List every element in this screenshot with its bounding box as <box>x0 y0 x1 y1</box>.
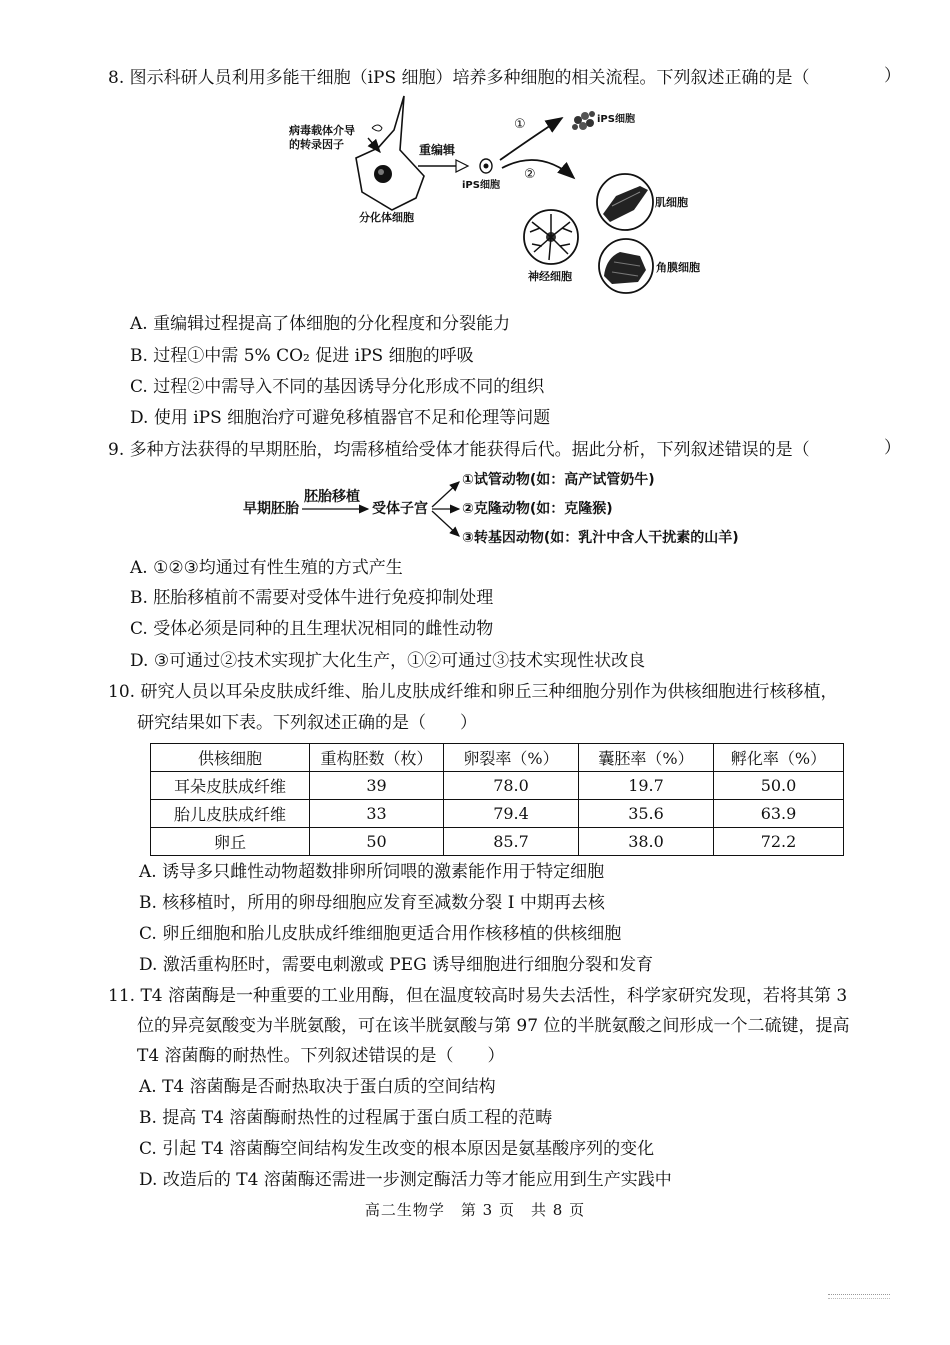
q11-option-a: A. T4 溶菌酶是否耐热取决于蛋白质的空间结构 <box>139 1077 496 1097</box>
table-header-cell: 孵化率（%） <box>714 744 844 772</box>
table-cell: 50 <box>310 828 444 856</box>
differentiated-cell-label: 分化体细胞 <box>359 211 414 224</box>
q10-option-b: B. 核移植时，所用的卵母细胞应发育至减数分裂 I 中期再去核 <box>139 893 605 913</box>
q11-option-b: B. 提高 T4 溶菌酶耐热性的过程属于蛋白质工程的范畴 <box>139 1108 553 1128</box>
q10-stem-line2: 研究结果如下表。下列叙述正确的是（ ） <box>137 713 477 733</box>
q9-stem: 9. 多种方法获得的早期胚胎，均需移植给受体才能获得后代。据此分析，下列叙述错误的是（ <box>108 440 810 460</box>
q9-option-d: D. ③可通过②技术实现扩大化生产，①②可通过③技术实现性状改良 <box>130 651 646 671</box>
muscle-cell-label: 肌细胞 <box>655 196 688 209</box>
branch-arrow-3 <box>432 511 459 536</box>
q8-option-a: A. 重编辑过程提高了体细胞的分化程度和分裂能力 <box>130 314 511 334</box>
table-header-cell: 囊胚率（%） <box>579 744 714 772</box>
q8-stem: 8. 图示科研人员利用多能干细胞（iPS 细胞）培养多种细胞的相关流程。下列叙述正确的是（ <box>108 68 810 88</box>
q9-option-c: C. 受体必须是同种的且生理状况相同的雌性动物 <box>130 619 494 639</box>
q10-option-a: A. 诱导多只雌性动物超数排卵所饲喂的激素能作用于特定细胞 <box>139 862 605 882</box>
q11-stem-line1: 11. T4 溶菌酶是一种重要的工业用酶，但在温度较高时易失去活性，科学家研究发现，若将其第 3 <box>108 986 848 1006</box>
branch-arrow-1 <box>432 482 459 507</box>
table-cell: 卵丘 <box>151 828 310 856</box>
table-row <box>151 828 844 856</box>
q9-option-b: B. 胚胎移植前不需要对受体牛进行免疫抑制处理 <box>130 588 494 608</box>
table-cell: 50.0 <box>714 772 844 800</box>
nerve-cell-label: 神经细胞 <box>528 270 572 283</box>
table-cell: 38.0 <box>579 828 714 856</box>
ips-cluster-label: iPS细胞 <box>597 114 635 125</box>
q8-option-d: D. 使用 iPS 细胞治疗可避免移植器官不足和伦理等问题 <box>130 408 551 428</box>
q10-results-table <box>150 743 844 856</box>
q8-paren-close: ） <box>884 66 901 86</box>
page-footer: 高二生物学 第 3 页 共 8 页 <box>364 1201 586 1219</box>
table-cell: 78.0 <box>444 772 579 800</box>
step1-label: ① <box>514 117 526 132</box>
embryo-transfer-label: 胚胎移植 <box>304 489 360 505</box>
reprogram-label: 重编辑 <box>419 143 456 157</box>
table-cell: 33 <box>310 800 444 828</box>
table-header-cell: 卵裂率（%） <box>444 744 579 772</box>
table-cell: 79.4 <box>444 800 579 828</box>
step2-label: ② <box>524 167 536 182</box>
table-cell: 72.2 <box>714 828 844 856</box>
virus-vector-label-2: 的转录因子 <box>289 138 344 151</box>
q8-option-b: B. 过程①中需 5% CO₂ 促进 iPS 细胞的呼吸 <box>130 346 474 366</box>
outcome-2-label: ②克隆动物(如：克隆猴) <box>462 501 613 517</box>
table-row <box>151 772 844 800</box>
q10-option-d: D. 激活重构胚时，需要电刺激或 PEG 诱导细胞进行细胞分裂和发育 <box>139 955 654 975</box>
table-cell: 耳朵皮肤成纤维 <box>151 772 310 800</box>
q10-stem-line1: 10. 研究人员以耳朵皮肤成纤维、胎儿皮肤成纤维和卵丘三种细胞分别作为供核细胞进行核移植， <box>108 682 838 702</box>
table-cell: 19.7 <box>579 772 714 800</box>
table-row <box>151 800 844 828</box>
table-cell: 35.6 <box>579 800 714 828</box>
q9-option-a: A. ①②③均通过有性生殖的方式产生 <box>130 558 403 578</box>
outcome-3-label: ③转基因动物(如：乳汁中含人干扰素的山羊) <box>462 530 739 546</box>
virus-vector-label-1: 病毒载体介导 <box>289 124 355 137</box>
table-cell: 胎儿皮肤成纤维 <box>151 800 310 828</box>
q11-stem-line3: T4 溶菌酶的耐热性。下列叙述错误的是（ ） <box>137 1046 505 1066</box>
outcome-1-label: ①试管动物(如：高产试管奶牛) <box>462 472 655 488</box>
table-cell: 85.7 <box>444 828 579 856</box>
cornea-cell-label: 角膜细胞 <box>656 261 700 274</box>
table-header-cell: 供核细胞 <box>151 744 310 772</box>
q10-option-c: C. 卵丘细胞和胎儿皮肤成纤维细胞更适合用作核移植的供核细胞 <box>139 924 622 944</box>
early-embryo-label: 早期胚胎 <box>243 501 299 517</box>
table-cell: 39 <box>310 772 444 800</box>
q11-option-c: C. 引起 T4 溶菌酶空间结构发生改变的根本原因是氨基酸序列的变化 <box>139 1139 655 1159</box>
q8-option-c: C. 过程②中需导入不同的基因诱导分化形成不同的组织 <box>130 377 545 397</box>
ips-cell-label: iPS细胞 <box>462 180 500 191</box>
q11-option-d: D. 改造后的 T4 溶菌酶还需进一步测定酶活力等才能应用到生产实践中 <box>139 1170 672 1190</box>
recipient-uterus-label: 受体子宫 <box>372 501 428 517</box>
table-cell: 63.9 <box>714 800 844 828</box>
scan-mark <box>828 1294 890 1299</box>
table-header-row <box>151 744 844 772</box>
q9-paren-close: ） <box>884 438 901 458</box>
table-header-cell: 重构胚数（枚） <box>310 744 444 772</box>
q11-stem-line2: 位的异亮氨酸变为半胱氨酸，可在该半胱氨酸与第 97 位的半胱氨酸之间形成一个二硫键，提高 <box>137 1016 850 1036</box>
